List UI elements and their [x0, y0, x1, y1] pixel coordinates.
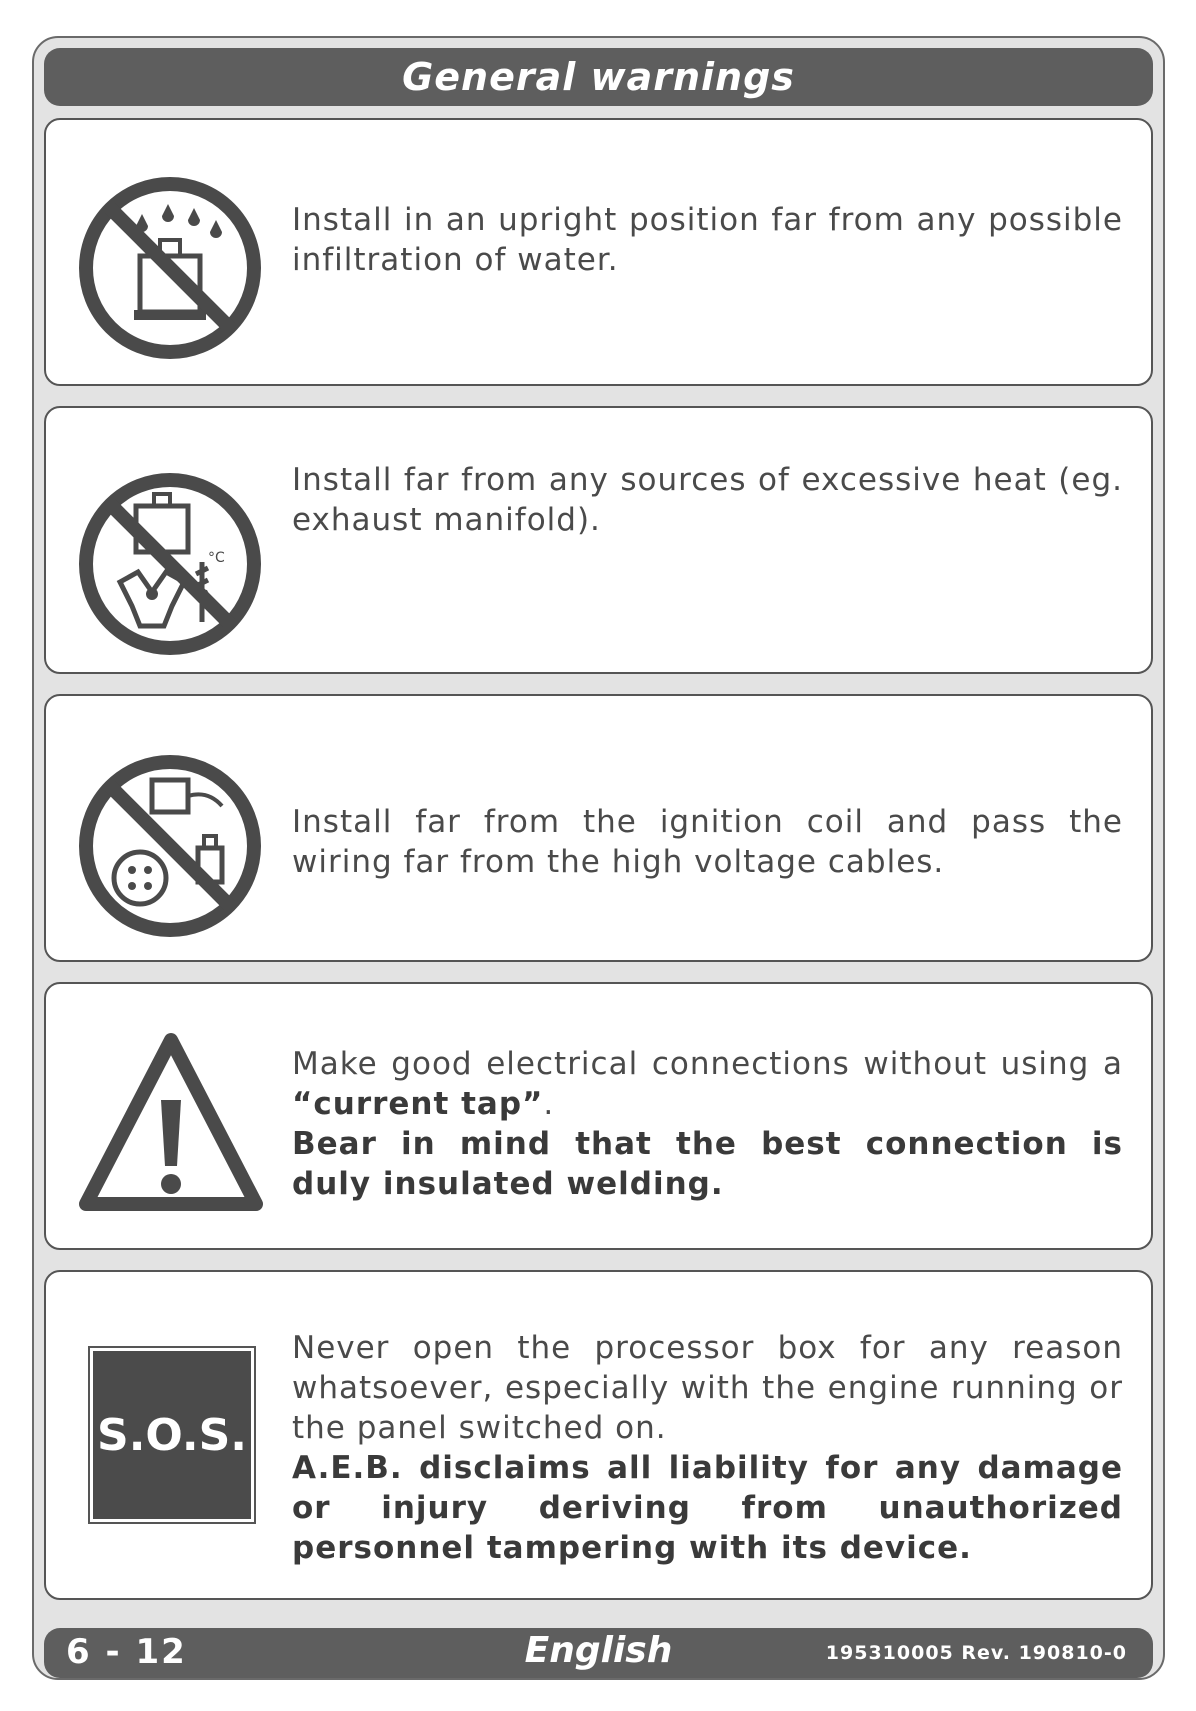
warning-bold-electrical: Bear in mind that the best connection is duly insulated welding. [292, 1126, 1123, 1202]
sos-icon [90, 1348, 254, 1522]
warning-text-water: Install in an upright position far from any possible infiltration of water. [292, 202, 1123, 278]
no-water-infiltration-icon [76, 174, 264, 362]
warning-text [292, 200, 1123, 280]
sos-label: S.O.S. [97, 1409, 247, 1461]
page-title: General warnings [402, 55, 795, 99]
warning-text-processor: Never open the processor box for any reason whatsoever, especially with the engine running or the panel switched on. [292, 1330, 1123, 1446]
no-ignition-coil-icon [76, 752, 264, 940]
warning-text-heat: Install far from any sources of excessive heat (eg. exhaust manifold). [292, 462, 1123, 538]
warning-panel-ignition [44, 694, 1153, 962]
language-label: English [524, 1630, 673, 1671]
warning-panel-water [44, 118, 1153, 386]
current-tap-term: “current tap” [292, 1086, 544, 1122]
footer-bar [44, 1628, 1153, 1678]
warning-panel-processor [44, 1270, 1153, 1600]
warning-text [292, 1044, 1123, 1204]
warning-text [292, 1328, 1123, 1568]
warning-text [292, 460, 1123, 540]
svg-text:°C: °C [208, 550, 225, 566]
warning-text-electrical [292, 1044, 1123, 1124]
warning-text-electrical-c: . [543, 1086, 555, 1122]
warning-panel-heat [44, 406, 1153, 674]
warning-text-ignition: Install far from the ignition coil and pass the wiring far from the high voltage cables. [292, 804, 1123, 880]
header-bar [44, 48, 1153, 106]
warning-bold-processor: A.E.B. disclaims all liability for any damage or injury deriving from unauthorized personnel tampering with its device. [292, 1450, 1123, 1566]
document-code: 195310005 Rev. 190810-0 [825, 1642, 1127, 1664]
warning-text [292, 802, 1123, 882]
warning-text-electrical-a: Make good electrical connections without using a [292, 1046, 1123, 1082]
no-excessive-heat-icon [76, 470, 264, 658]
warning-triangle-icon [76, 1028, 266, 1214]
warning-panel-electrical [44, 982, 1153, 1250]
sos-box [90, 1348, 254, 1522]
page-number: 6 - 12 [66, 1632, 187, 1672]
